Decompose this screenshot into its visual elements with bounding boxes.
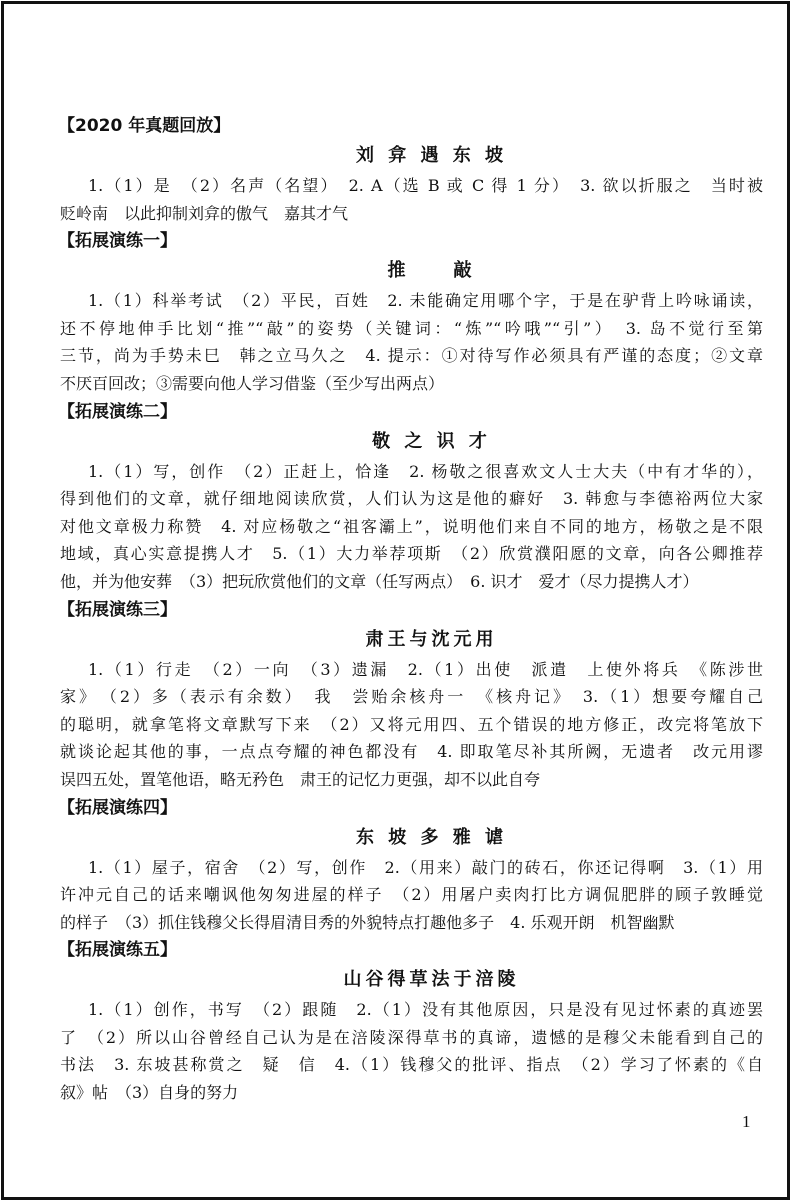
answer-line: 三节，尚为手势未巳 韩之立马久之 4. 提示：①对待写作必须具有严谨的态度；②文章 [60, 346, 763, 366]
answer-section [60, 794, 763, 937]
passage-title: 肃王与沈元用 [365, 628, 498, 650]
page-number: 1 [742, 1112, 751, 1131]
passage-title: 山谷得草法于涪陵 [343, 969, 520, 991]
answer-line: 叙》帖 （3）自身的努力 [60, 1083, 239, 1103]
answer-line: 就谈论起其他的事，一点点夸耀的神色都没有 4. 即取笔尽补其所阙，无遗者 改元用谬 [60, 742, 763, 762]
section-heading: 【拓展演练二】 [58, 401, 177, 422]
answer-section [60, 596, 763, 794]
answer-line: 他，并为他安葬 （3）把玩欣赏他们的文章（任写两点） 6. 识才 爱才（尽力提携人才） [60, 571, 699, 591]
answer-line: 1.（1）行走 （2）一向 （3）遗漏 2.（1）出使 派遣 上使外将兵 《陈涉世 [88, 659, 763, 679]
answer-line: 许冲元自己的话来嘲讽他匆匆进屋的样子 （2）用屠户卖肉打比方调侃肥胖的顾子敦睡觉 [60, 885, 763, 905]
answer-line: 家》 （2）多（表示有余数） 我 尝贻余核舟一 《核舟记》 3.（1）想要夸耀自己 [60, 687, 763, 707]
answer-line: 1.（1）写，创作 （2）正赶上，恰逢 2. 杨敬之很喜欢文人士大夫（中有才华的）， [88, 461, 763, 481]
answer-line: 对他文章极力称赞 4. 对应杨敬之“祖客灞上”，说明他们来自不同的地方，杨敬之是不限 [60, 516, 763, 536]
answer-section [60, 398, 763, 596]
section-heading: 【2020 年真题回放】 [58, 116, 231, 136]
section-heading: 【拓展演练五】 [58, 940, 177, 961]
answer-line: 1.（1）是 （2）名声（名望） 2. A（选 B 或 C 得 1 分） 3. 欲以折服之 当时被 [88, 176, 763, 195]
answer-section [60, 112, 763, 227]
answer-line: 贬岭南 以此抑制刘弇的傲气 嘉其才气 [60, 203, 349, 223]
answer-content [60, 112, 763, 1107]
answer-line: 的聪明，就拿笔将文章默写下来 （2）又将元用四、五个错误的地方修正，改完将笔放下 [60, 714, 763, 734]
answer-section [60, 936, 763, 1106]
answer-line: 书法 3. 东坡甚称赏之 疑 信 4.（1）钱穆父的批评、指点 （2）学习了怀素的《自 [60, 1055, 763, 1075]
answer-line: 不厌百回改；③需要向他人学习借鉴（至少写出两点） [60, 373, 445, 393]
answer-line: 地域，真心实意提携人才 5.（1）大力举荐项斯 （2）欣赏濮阳愿的文章，向各公卿推荐 [60, 544, 763, 564]
answer-line: 1.（1）创作，书写 （2）跟随 2.（1）没有其他原因，只是没有见过怀素的真迹罢 [88, 1000, 763, 1020]
section-heading: 【拓展演练四】 [58, 797, 177, 818]
answer-line: 1.（1）科举考试 （2）平民，百姓 2. 未能确定用哪个字，于是在驴背上吟咏诵读， [88, 291, 763, 311]
passage-title: 敬 之 识 才 [372, 430, 491, 452]
passage-title: 推 敲 [387, 260, 476, 282]
answer-line: 误四五处，置笔他语，略无矜色 肃王的记忆力更强，却不以此自夸 [60, 769, 541, 789]
answer-section [60, 227, 763, 397]
passage-title: 刘 弇 遇 东 坡 [355, 145, 508, 166]
answer-line: 1.（1）屋子，宿舍 （2）写，创作 2.（用来）敲门的砖石，你还记得啊 3.（1）用 [88, 857, 763, 877]
section-heading: 【拓展演练三】 [58, 599, 177, 620]
answer-line: 的样子 （3）抓住钱穆父长得眉清目秀的外貌特点打趣他多子 4. 乐观开朗 机智幽默 [60, 912, 675, 932]
passage-title: 东 坡 多 雅 谑 [355, 826, 508, 848]
section-heading: 【拓展演练一】 [58, 231, 177, 252]
answer-line: 得到他们的文章，就仔细地阅读欣赏，人们认为这是他的癖好 3. 韩愈与李德裕两位大家 [60, 489, 763, 509]
answer-line: 了 （2）所以山谷曾经自己认为是在涪陵深得草书的真谛，遗憾的是穆父未能看到自己的 [60, 1027, 763, 1047]
answer-line: 还不停地伸手比划“推”“敲”的姿势（关键词：“炼”“吟哦”“引”） 3. 岛不觉行至第 [60, 318, 763, 338]
